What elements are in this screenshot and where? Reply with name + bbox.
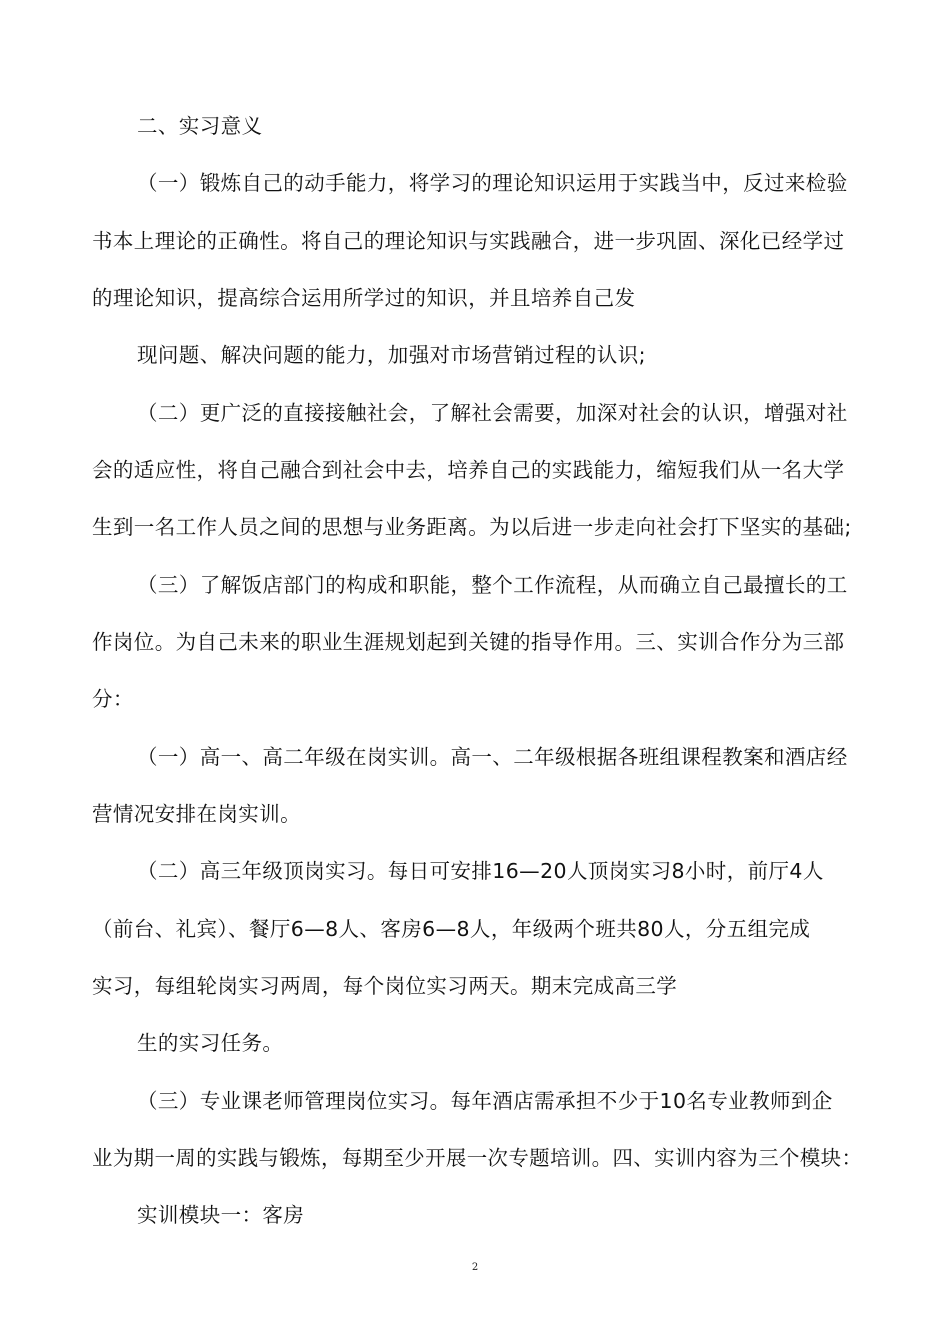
paragraph-line: 实训模块一：客房 [137, 1203, 305, 1227]
paragraph-line: 书本上理论的正确性。将自己的理论知识与实践融合，进一步巩固、深化已经学过 [92, 229, 845, 253]
paragraph-line: 的理论知识，提高综合运用所学过的知识，并且培养自己发 [92, 286, 636, 310]
paragraph-line: （一）高一、高二年级在岗实训。高一、二年级根据各班组课程教案和酒店经 [137, 745, 848, 769]
paragraph-line: （二）更广泛的直接接触社会，了解社会需要，加深对社会的认识，增强对社 [137, 401, 848, 425]
paragraph-line: 作岗位。为自己未来的职业生涯规划起到关键的指导作用。三、实训合作分为三部 [92, 630, 845, 654]
paragraph-line: 分： [92, 687, 134, 711]
paragraph-line: 生的实习任务。 [137, 1031, 284, 1055]
paragraph-line: 营情况安排在岗实训。 [92, 802, 301, 826]
paragraph-line: 业为期一周的实践与锻炼，每期至少开展一次专题培训。四、实训内容为三个模块： [92, 1146, 863, 1170]
paragraph-line: 会的适应性，将自己融合到社会中去，培养自己的实践能力，缩短我们从一名大学 [92, 458, 845, 482]
paragraph-line: （一）锻炼自己的动手能力，将学习的理论知识运用于实践当中，反过来检验 [137, 171, 848, 195]
paragraph-line: 生到一名工作人员之间的思想与业务距离。为以后进一步走向社会打下坚实的基础; [92, 515, 852, 539]
page-number: 2 [471, 1262, 479, 1273]
paragraph-line: （二）高三年级顶岗实习。每日可安排16—20人顶岗实习8小时，前厅4人 [137, 859, 824, 883]
paragraph-line: （三）了解饭店部门的构成和职能，整个工作流程，从而确立自己最擅长的工 [137, 573, 848, 597]
paragraph-line: 实习，每组轮岗实习两周，每个岗位实习两天。期末完成高三学 [92, 974, 678, 998]
paragraph-line: （前台、礼宾）、餐厅6—8人、客房6—8人，年级两个班共80人，分五组完成 [92, 917, 811, 941]
paragraph-line: （三）专业课老师管理岗位实习。每年酒店需承担不少于10名专业教师到企 [137, 1089, 833, 1113]
section-heading: 二、实习意义 [137, 114, 263, 138]
paragraph-line: 现问题、解决问题的能力，加强对市场营销过程的认识; [137, 343, 646, 367]
